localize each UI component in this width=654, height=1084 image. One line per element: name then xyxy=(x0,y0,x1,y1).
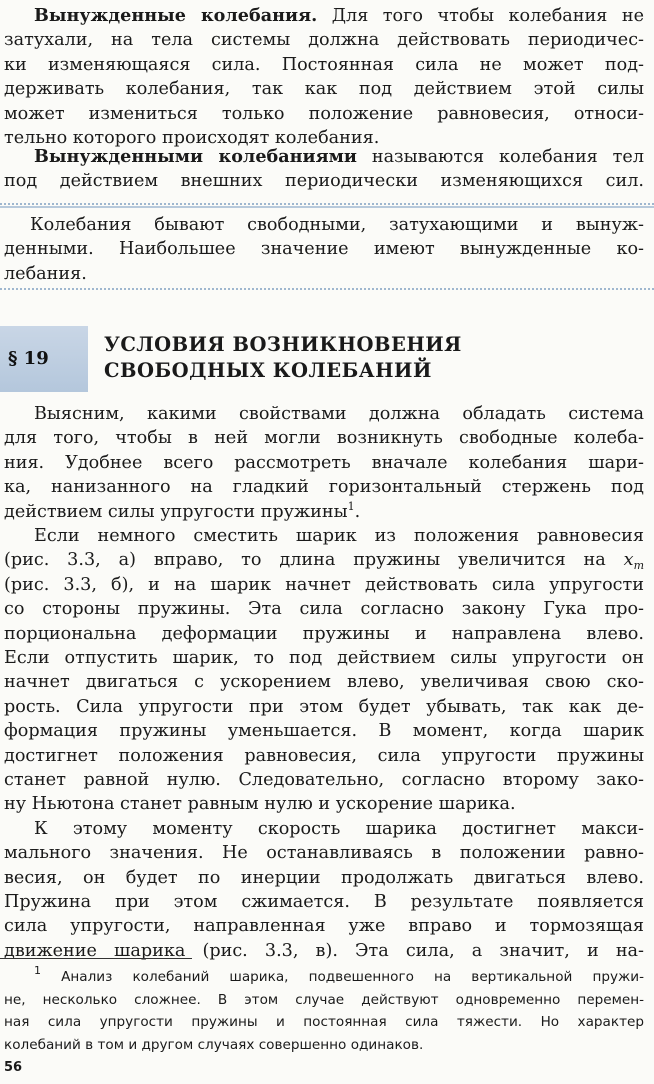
text-line: Если немного сместить шарик из положения равновесия xyxy=(34,526,644,546)
page-number: 56 xyxy=(4,1060,23,1075)
text-line xyxy=(4,500,644,524)
text-line: рость. Сила упругости при этом будет убывать, так как де- xyxy=(4,696,644,717)
summary-line: лебания. xyxy=(4,263,87,284)
box-top-rule xyxy=(0,203,654,205)
text-line: ки изменяющаяся сила. Постоянная сила не может под- xyxy=(4,54,644,75)
definition-term: Вынужденными колебаниями xyxy=(34,146,357,167)
text-line: порциональна деформации пружины и направлена влево. xyxy=(4,623,644,644)
footnote-line: колебаний в том и другом случаях совершенно одинаков. xyxy=(4,1036,424,1053)
text-line: сила упругости, направленная уже вправо и тормозящая xyxy=(4,916,644,937)
text-line: тельно которого происходят колебания. xyxy=(4,128,380,148)
text-line-content: (рис. 3.3, а) вправо, то длина пружины увеличится на xyxy=(4,550,606,571)
text-line: затухали, на тела системы должна действовать периодичес- xyxy=(4,30,644,51)
section-title-line: УСЛОВИЯ ВОЗНИКНОВЕНИЯ xyxy=(104,333,462,356)
variable-x: x xyxy=(623,550,634,571)
definition-line: под действием внешних периодически изменяющихся сил. xyxy=(4,171,644,192)
subscript-m: m xyxy=(633,559,644,573)
section-title-line: СВОБОДНЫХ КОЛЕБАНИЙ xyxy=(104,359,432,382)
text-line: достигнет положения равновесия, сила упругости пружины xyxy=(4,745,644,766)
text-line xyxy=(4,548,644,572)
forced-oscillations-paragraph xyxy=(4,4,644,28)
text-line: держивать колебания, так как под действием этой силы xyxy=(4,79,644,100)
text-line-content: действием силы упругости пружины xyxy=(4,501,348,522)
text-line: может измениться только положение равновесия, относи- xyxy=(4,103,644,124)
text-line: Если отпустить шарик, то под действием силы упругости он xyxy=(4,648,644,668)
footnote-reference: 1 xyxy=(347,499,355,513)
footnote-rule xyxy=(0,958,192,959)
text-line: Выясним, какими свойствами должна обладать система xyxy=(34,404,644,424)
text-line: начнет двигаться с ускорением влево, увеличивая свою ско- xyxy=(4,672,644,693)
box-top-rule-2 xyxy=(0,206,654,208)
text-line: движение шарика (рис. 3.3, в). Эта сила, а значит, и на- xyxy=(4,940,644,961)
summary-line: денными. Наибольшее значение имеют вынужденные ко- xyxy=(4,239,644,260)
definition-paragraph xyxy=(4,145,644,169)
text-line: ну Ньютона станет равным нулю и ускорение шарика. xyxy=(4,794,516,815)
box-bottom-rule xyxy=(0,288,654,290)
text-line-end: . xyxy=(354,501,361,522)
text-line: со стороны пружины. Эта сила согласно закону Гука про- xyxy=(4,599,644,620)
text-line: формация пружины уменьшается. В момент, когда шарик xyxy=(4,721,644,742)
definition-text: называются колебания тел xyxy=(371,147,644,167)
footnote-mark: 1 xyxy=(34,964,41,977)
text-line: мального значения. Не останавливаясь в положении равно- xyxy=(4,843,644,864)
text-line: (рис. 3.3, б), и на шарик начнет действовать сила упругости xyxy=(4,574,644,595)
text-line: ка, нанизанного на гладкий горизонтальный стержень под xyxy=(4,477,644,498)
footnote-line: не, несколько сложнее. В этом случае действуют одновременно перемен- xyxy=(4,991,644,1008)
text-line: ния. Удобнее всего рассмотреть вначале колебания шари- xyxy=(4,452,644,473)
text-line: весия, он будет по инерции продолжать двигаться влево. xyxy=(4,867,644,888)
text-line: для того, чтобы в ней могли возникнуть свободные колеба- xyxy=(4,428,644,449)
footnote-text: Анализ колебаний шарика, подвешенного на вертикальной пружи- xyxy=(61,969,644,985)
text-line: Для того чтобы колебания не xyxy=(331,6,644,26)
section-title xyxy=(104,332,462,384)
section-number: § 19 xyxy=(8,348,49,369)
summary-line: Колебания бывают свободными, затухающими и вынуж- xyxy=(30,215,644,235)
forced-oscillations-heading: Вынужденные колебания. xyxy=(34,5,318,26)
text-line: станет равной нулю. Следовательно, согласно второму зако- xyxy=(4,770,644,790)
text-line: Пружина при этом сжимается. В результате появляется xyxy=(4,892,644,912)
text-line: К этому моменту скорость шарика достигнет макси- xyxy=(34,818,644,839)
footnote-line: ная сила упругости пружины и постоянная сила тяжести. Но характер xyxy=(4,1014,644,1031)
footnote-line xyxy=(4,966,644,989)
